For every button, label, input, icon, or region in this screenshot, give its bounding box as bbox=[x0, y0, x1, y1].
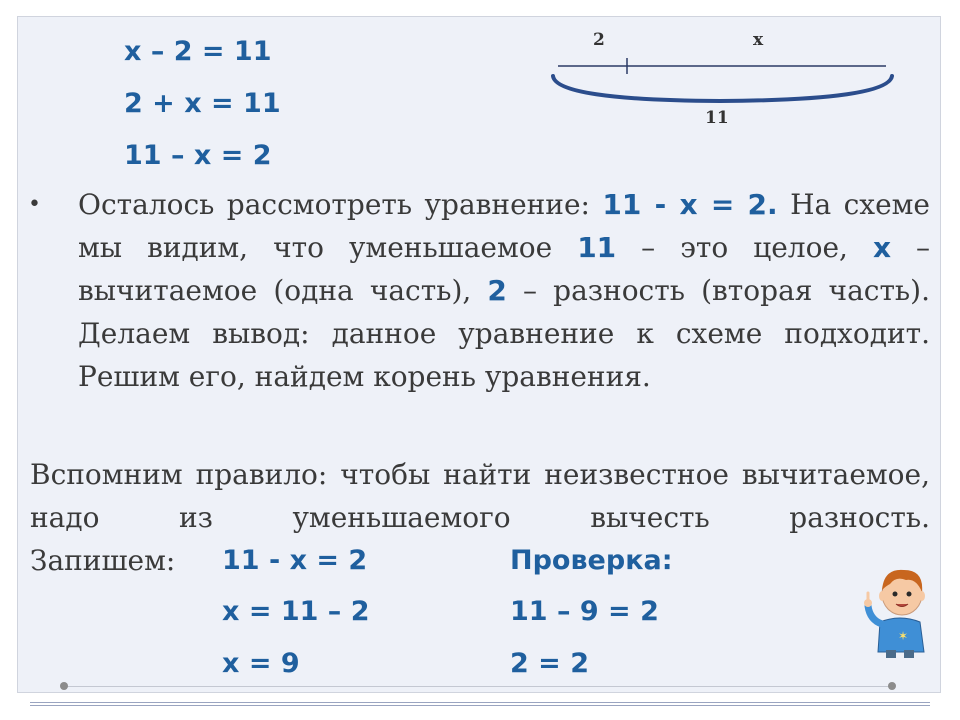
scheme-drawing bbox=[0, 0, 960, 140]
decor-line bbox=[66, 686, 892, 687]
decor-dot-left bbox=[60, 682, 68, 690]
scheme-brace bbox=[553, 76, 892, 101]
text-span: – разность (вторая часть). Делаем вывод: данное уравнение к схеме подходит. Решим его, найдем корень уравнения. bbox=[78, 274, 930, 393]
solution-step-3: x = 9 bbox=[222, 648, 300, 679]
equation-3: 11 – x = 2 bbox=[124, 140, 272, 171]
footer-line bbox=[30, 705, 930, 706]
highlight-subtrahend: x bbox=[872, 231, 891, 264]
explanation-paragraph bbox=[78, 183, 930, 398]
check-label: Проверка: bbox=[510, 545, 673, 576]
scheme-label-x: x bbox=[753, 30, 764, 50]
equation-1: x – 2 = 11 bbox=[124, 36, 272, 67]
solution-step-2: x = 11 – 2 bbox=[222, 596, 370, 627]
svg-text:✶: ✶ bbox=[898, 629, 909, 643]
scheme-label-11: 11 bbox=[705, 108, 729, 128]
check-step-2: 2 = 2 bbox=[510, 648, 589, 679]
solution-label: Запишем: bbox=[30, 544, 176, 577]
text-span: – вычитаемое (одна часть), bbox=[78, 231, 931, 307]
boy-illustration-icon bbox=[862, 560, 938, 660]
highlight-difference: 2 bbox=[487, 274, 507, 307]
highlight-equation: 11 - x = 2. bbox=[602, 188, 778, 221]
text-span: Осталось рассмотреть уравнение: bbox=[78, 188, 603, 221]
text-span: – это целое, bbox=[616, 231, 873, 264]
decor-dot-right bbox=[888, 682, 896, 690]
text-span: На схеме мы видим, что уменьшаемое bbox=[78, 188, 931, 264]
check-step-1: 11 – 9 = 2 bbox=[510, 596, 659, 627]
scheme-label-2: 2 bbox=[593, 30, 605, 50]
equation-2: 2 + x = 11 bbox=[124, 88, 281, 119]
highlight-minuend: 11 bbox=[577, 231, 617, 264]
rule-paragraph: Вспомним правило: чтобы найти неизвестное вычитаемое, надо из уменьшаемого вычесть разность. bbox=[30, 458, 930, 534]
bullet-mark: • bbox=[28, 192, 41, 217]
footer-line bbox=[30, 702, 930, 703]
solution-step-1: 11 - x = 2 bbox=[222, 545, 368, 576]
